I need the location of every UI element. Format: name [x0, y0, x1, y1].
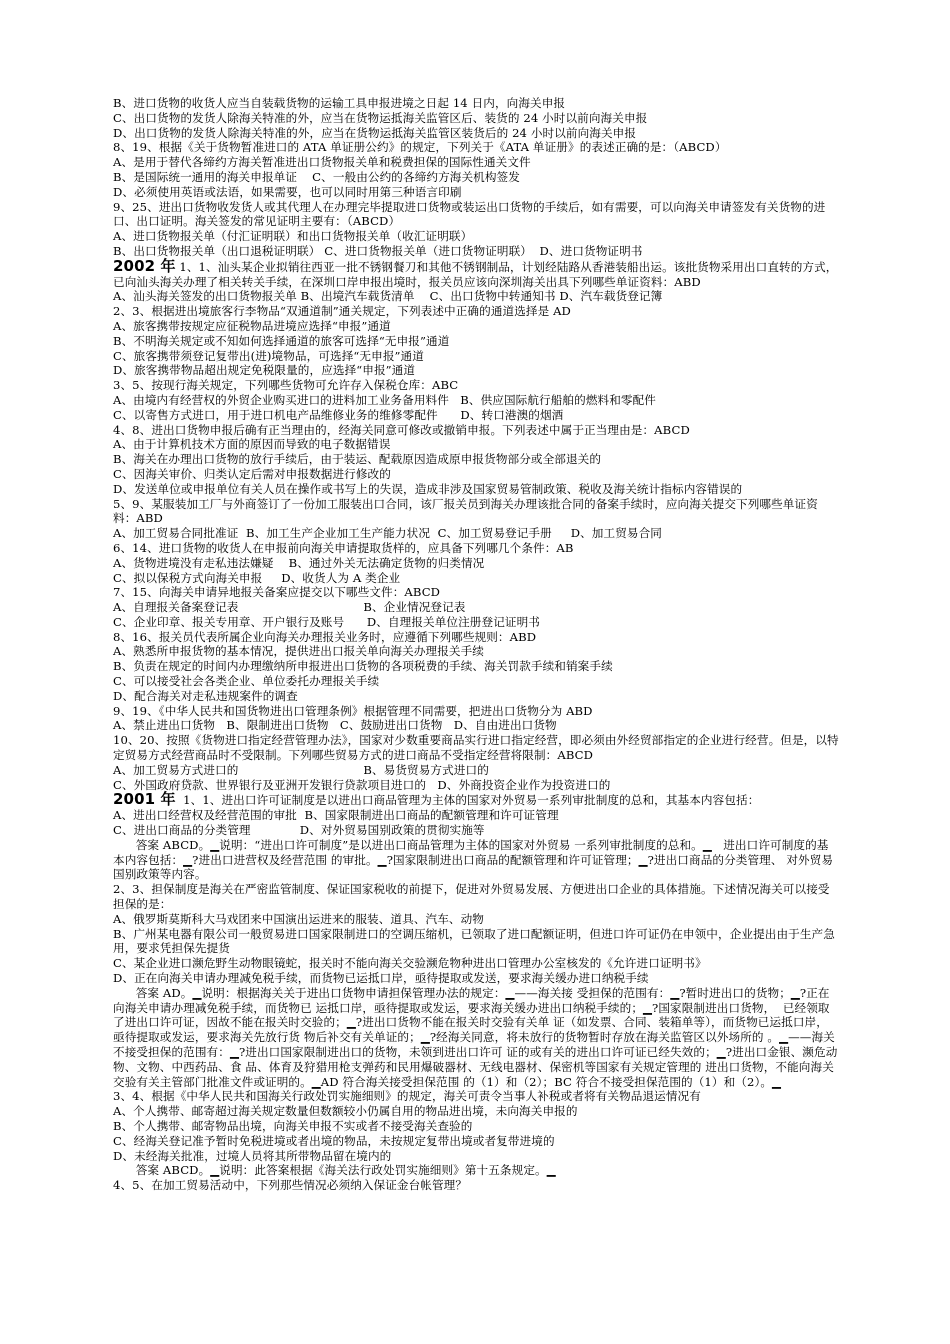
line-text: D、出口货物的发货人除海关特准的外，应当在货物运抵海关监管区装货后的 24 小时以前向海关申报 [113, 125, 637, 140]
line-text: 4、8、进出口货物申报后确有正当理由的，经海关同意可修改或撤销申报。下列表述中属于正当理由是：ABCD [113, 422, 690, 437]
line-text: B、负责在规定的时间内办理缴纳所申报进出口货物的各项税费的手续、海关罚款手续和销案手续 [113, 659, 613, 674]
line-text: D、发送单位或申报单位有关人员在操作或书写上的失误，造成非涉及国家贸易管制政策、税收及海关统计指标内容错误的 [113, 481, 743, 496]
line-text: A、熟悉所申报货物的基本情况，提供进出口报关单向海关办理报关手续 [113, 644, 484, 659]
text-line [113, 200, 839, 230]
text-line [113, 956, 839, 971]
line-text: C、以寄售方式进口，用于进口机电产品维修业务的维修零配件 D、转口港澳的烟酒 [113, 407, 564, 422]
line-text: 8、16、报关员代表所属企业向海关办理报关业务时，应遵循下列哪些规则：ABD [113, 629, 537, 644]
text-line [113, 912, 839, 927]
text-line [113, 423, 839, 438]
line-text: 9、25、进出口货物收发货人或其代理人在办理完毕提取进口货物或装运出口货物的手续后，如有需要，可以向海关申请签发有关货物的进口、出口证明。海关签发的常见证明主要有：（ABCD） [113, 199, 826, 229]
text-line [113, 1149, 839, 1164]
line-text: B、进口货物的收货人应当自装载货物的运输工具申报进境之日起 14 日内，向海关申报 [113, 96, 566, 110]
line-text: A、俄罗斯莫斯科大马戏团来中国演出运进来的服装、道具、汽车、动物 [113, 911, 484, 926]
text-line [113, 349, 839, 364]
line-text: B、不明海关规定或不知如何选择通道的旅客可选择“无申报”通道 [113, 333, 450, 348]
line-text: B、海关在办理出口货物的放行手续后，由于装运、配载原因造成原申报货物部分或全部退关的 [113, 452, 602, 467]
text-line [113, 244, 839, 259]
line-text: C、进出口商品的分类管理 D、对外贸易国别政策的贯彻实施等 [113, 823, 485, 838]
text-line [113, 111, 839, 126]
line-text: C、企业印章、报关专用章、开户银行及账号 D、自理报关单位注册登记证明书 [113, 614, 540, 629]
line-text: D、正在向海关申请办理减免税手续，而货物已运抵口岸，亟待提取或发送，要求海关缓办进口纳税手续 [113, 971, 649, 986]
text-line [113, 838, 839, 882]
line-text: 答案 AD。▁说明：根据海关关于进出口货物申请担保管理办法的规定：▁——海关接 受担保的范围有：▁?暂时进出口的货物；▁?正在向海关申请办理减免税手续，而货物已 运抵口岸，亟待提取或发运，要求海关缓办进出口纳税手续的；▁?国家限制进出口货物， 已经领取了进出口许可证，因故不能在报关时交验的；▁?进出口货物不能在报关时交验有关单 证（如发票、合同、装箱单等），而货物已运抵口岸，亟待提取或发运，要求海关先放行货 物后补交有关单证的；▁?经海关同意，将未放行的货物暂时存放在海关监管区以外场所的 。▁——海关不接受担保的范围有：▁?进出口国家限制进出口的货物，未领到进出口许可 证的或有关的进出口许可证已经失效的；▁?进出口金银、濒危动物、文物、中西药品、食 品、体育及狩猎用枪支弹药和民用爆破器材、无线电器材、保密机等国家有关规定管理的 进出口货物，不能向海关交验有关主管部门批准文件或证明的。▁AD 符合海关接受担保范围 的（1）和（2）；BC 符合不接受担保范围的（1）和（2）。▁ [113, 985, 838, 1089]
text-line [113, 630, 839, 645]
line-text: A、进出口经营权及经营范围的审批 B、国家限制进出口商品的配额管理和许可证管理 [113, 808, 559, 823]
line-text: B、广州某电器有限公司一般贸易进口国家限制进口的空调压缩机，已领取了进口配额证明，但进口许可证仍在申领中，企业提出由于生产急用，要求凭担保先提货 [113, 926, 835, 956]
text-line [113, 96, 839, 111]
text-line [113, 792, 839, 808]
line-text: 答案 ABCD。▁说明：此答案根据《海关法行政处罚实施细则》第十五条规定。▁ [113, 1163, 556, 1178]
text-line [113, 585, 839, 600]
line-text: 答案 ABCD。▁说明：“进出口许可制度”是以进出口商品管理为主体的国家对外贸易 一系列审批制度的总和。▁ 进出口许可制度的基本内容包括：▁?进出口进营权及经营范围 的审批。▁?国家限制进出口商品的配额管理和许可证管理；▁?进出口商品的分类管理、 对外贸易国别政策等内容。 [113, 837, 834, 882]
line-text: 6、14、进口货物的收货人在申报前向海关申请提取货样的，应具备下列哪几个条件：AB [113, 540, 574, 555]
text-line [113, 393, 839, 408]
line-text: C、经海关登记准予暂时免税进境或者出境的物品，未按规定复带出境或者复带进境的 [113, 1133, 555, 1148]
line-text: A、禁止进出口货物 B、限制进出口货物 C、鼓励进出口货物 D、自由进出口货物 [113, 718, 557, 733]
text-line [113, 986, 839, 1090]
line-text: 3、4、根据《中华人民共和国海关行政处罚实施细则》的规定，海关可责令当事人补税或者将有关物品退运情况有 [113, 1089, 701, 1104]
text-line [113, 541, 839, 556]
line-text: A、自理报关备案登记表 B、企业情况登记表 [113, 600, 466, 615]
line-text: B、个人携带、邮寄物品出境，向海关申报不实或者不接受海关查验的 [113, 1118, 473, 1133]
line-text: D、必须使用英语或法语，如果需要，也可以同时用第三种语言印刷 [113, 184, 462, 199]
line-text: A、加工贸易方式进口的 B、易货贸易方式进口的 [113, 762, 489, 777]
text-line [113, 718, 839, 733]
line-text: C、外国政府贷款、世界银行及亚洲开发银行贷款项目进口的 D、外商投资企业作为投资进口的 [113, 777, 611, 792]
text-line [113, 363, 839, 378]
text-line [113, 733, 839, 763]
line-text: 10、20、按照《货物进口指定经营管理办法》，国家对少数重要商品实行进口指定经营，即必须由外经贸部指定的企业进行经营。但是，以特定贸易方式经营商品时不受限制。下列哪些贸易方式的进口商品不受指定经营将限制：ABCD [113, 733, 839, 763]
line-text: D、配合海关对走私违规案件的调查 [113, 688, 298, 703]
text-line [113, 437, 839, 452]
line-text: A、加工贸易合同批准证 B、加工生产企业加工生产能力状况 C、加工贸易登记手册 D、加工贸易合同 [113, 526, 662, 541]
line-text: C、因海关审价、归类认定后需对申报数据进行修改的 [113, 466, 391, 481]
line-text: 2、3、根据进出境旅客行李物品“双通道制”通关规定，下列表述中正确的通道选择是 AD [113, 304, 571, 319]
text-line [113, 289, 839, 304]
text-line [113, 526, 839, 541]
text-line [113, 600, 839, 615]
text-line [113, 927, 839, 957]
text-line [113, 408, 839, 423]
line-text: D、未经海关批准，过境人员将其所带物品留在境内的 [113, 1148, 392, 1163]
year-heading: 2002 年 [113, 256, 176, 275]
line-text: 2、3、担保制度是海关在严密监管制度、保证国家税收的前提下，促进对外贸易发展、方便进出口企业的具体措施。下述情况海关可以接受担保的是： [113, 882, 830, 912]
line-text: C、出口货物的发货人除海关特准的外，应当在货物运抵海关监管区后、装货的 24 小时以前向海关申报 [113, 110, 648, 125]
line-text: A、汕头海关签发的出口货物报关单 B、出境汽车载货清单 C、出口货物中转通知书 D、汽车载货登记簿 [113, 289, 663, 304]
line-text: A、旅客携带按规定应征税物品进境应选择“申报”通道 [113, 318, 391, 333]
text-line [113, 1163, 839, 1178]
line-text: A、个人携带、邮寄超过海关规定数量但数额较小仍属自用的物品进出境，未向海关申报的 [113, 1104, 578, 1119]
text-line [113, 155, 839, 170]
line-text: D、旅客携带物品超出规定免税限量的，应选择“申报”通道 [113, 363, 416, 378]
line-text: A、货物进境没有走私违法嫌疑 B、通过外关无法确定货物的归类情况 [113, 555, 485, 570]
text-line [113, 644, 839, 659]
text-line [113, 140, 839, 155]
line-text: C、某企业进口濒危野生动物眼镜蛇，报关时不能向海关交验濒危物种进出口管理办公室核发的《允许进口证明书》 [113, 956, 707, 971]
text-line [113, 808, 839, 823]
text-line [113, 1104, 839, 1119]
text-line [113, 378, 839, 393]
text-line [113, 615, 839, 630]
text-line [113, 704, 839, 719]
text-line [113, 229, 839, 244]
line-text: 3、5、按现行海关规定，下列哪些货物可允许存入保税仓库：ABC [113, 378, 459, 393]
text-line [113, 256, 839, 290]
text-line [113, 319, 839, 334]
text-line [113, 497, 839, 527]
text-line [113, 1134, 839, 1149]
line-text: C、可以接受社会各类企业、单位委托办理报关手续 [113, 674, 380, 689]
text-line [113, 659, 839, 674]
text-line [113, 126, 839, 141]
line-text: 8、19、根据《关于货物暂准进口的 ATA 单证册公约》的规定，下列关于《ATA 单证册》的表述正确的是：（ABCD） [113, 140, 727, 155]
text-line [113, 571, 839, 586]
text-line [113, 452, 839, 467]
line-text: 1、1、汕头某企业拟销往西亚一批不锈钢餐刀和其他不锈钢制品，计划经陆路从香港装船出运。该批货物采用出口直转的方式，已向汕头海关办理了相关转关手续，在深圳口岸申报出境时，报关员应该向深圳海关出具下列哪些单证资料：ABD [113, 259, 838, 289]
text-line [113, 778, 839, 793]
line-text: C、旅客携带须登记复带出(进)境物品，可选择“无申报”通道 [113, 348, 424, 363]
text-line [113, 1178, 839, 1193]
line-text: 4、5、在加工贸易活动中，下列那些情况必须纳入保证金台帐管理？ [113, 1178, 468, 1193]
text-line [113, 882, 839, 912]
line-text: B、是国际统一通用的海关申报单证 C、一般由公约的各缔约方海关机构签发 [113, 169, 520, 184]
line-text: A、进口货物报关单（付汇证明联）和出口货物报关单（收汇证明联） [113, 229, 473, 244]
text-line [113, 674, 839, 689]
document-page [113, 96, 839, 1193]
line-text: C、拟以保税方式向海关申报 D、收货人为 A 类企业 [113, 570, 401, 585]
text-line [113, 170, 839, 185]
line-text: 9、19、《中华人民共和国货物进出口管理条例》根据管理不同需要，把进出口货物分为 ABD [113, 703, 593, 718]
text-line [113, 556, 839, 571]
text-line [113, 823, 839, 838]
line-text: A、是用于替代各缔约方海关暂准进出口货物报关单和税费担保的国际性通关文件 [113, 155, 531, 170]
text-line [113, 304, 839, 319]
line-text: 7、15、向海关申请异地报关备案应提交以下哪些文件：ABCD [113, 585, 441, 600]
text-line [113, 467, 839, 482]
line-text: B、出口货物报关单（出口退税证明联） C、进口货物报关单（进口货物证明联） D、进口货物证明书 [113, 243, 643, 258]
text-line [113, 763, 839, 778]
line-text: 5、9、某服装加工厂与外商签订了一份加工服装出口合同，该厂报关员到海关办理该批合同的备案手续时，应向海关提交下列哪些单证资料：ABD [113, 496, 818, 526]
year-heading: 2001 年 [113, 790, 176, 809]
line-text: A、由于计算机技术方面的原因而导致的电子数据错误 [113, 437, 391, 452]
line-text: A、由境内有经营权的外贸企业购买进口的进料加工业务备用料件 B、供应国际航行船舶的燃料和零配件 [113, 392, 656, 407]
text-line [113, 971, 839, 986]
text-line [113, 482, 839, 497]
line-text: 1、1、进出口许可证制度是以进出口商品管理为主体的国家对外贸易一系列审批制度的总和，其基本内容包括： [175, 793, 760, 808]
text-line [113, 185, 839, 200]
text-line [113, 689, 839, 704]
text-line [113, 1089, 839, 1104]
text-line [113, 1119, 839, 1134]
text-line [113, 334, 839, 349]
